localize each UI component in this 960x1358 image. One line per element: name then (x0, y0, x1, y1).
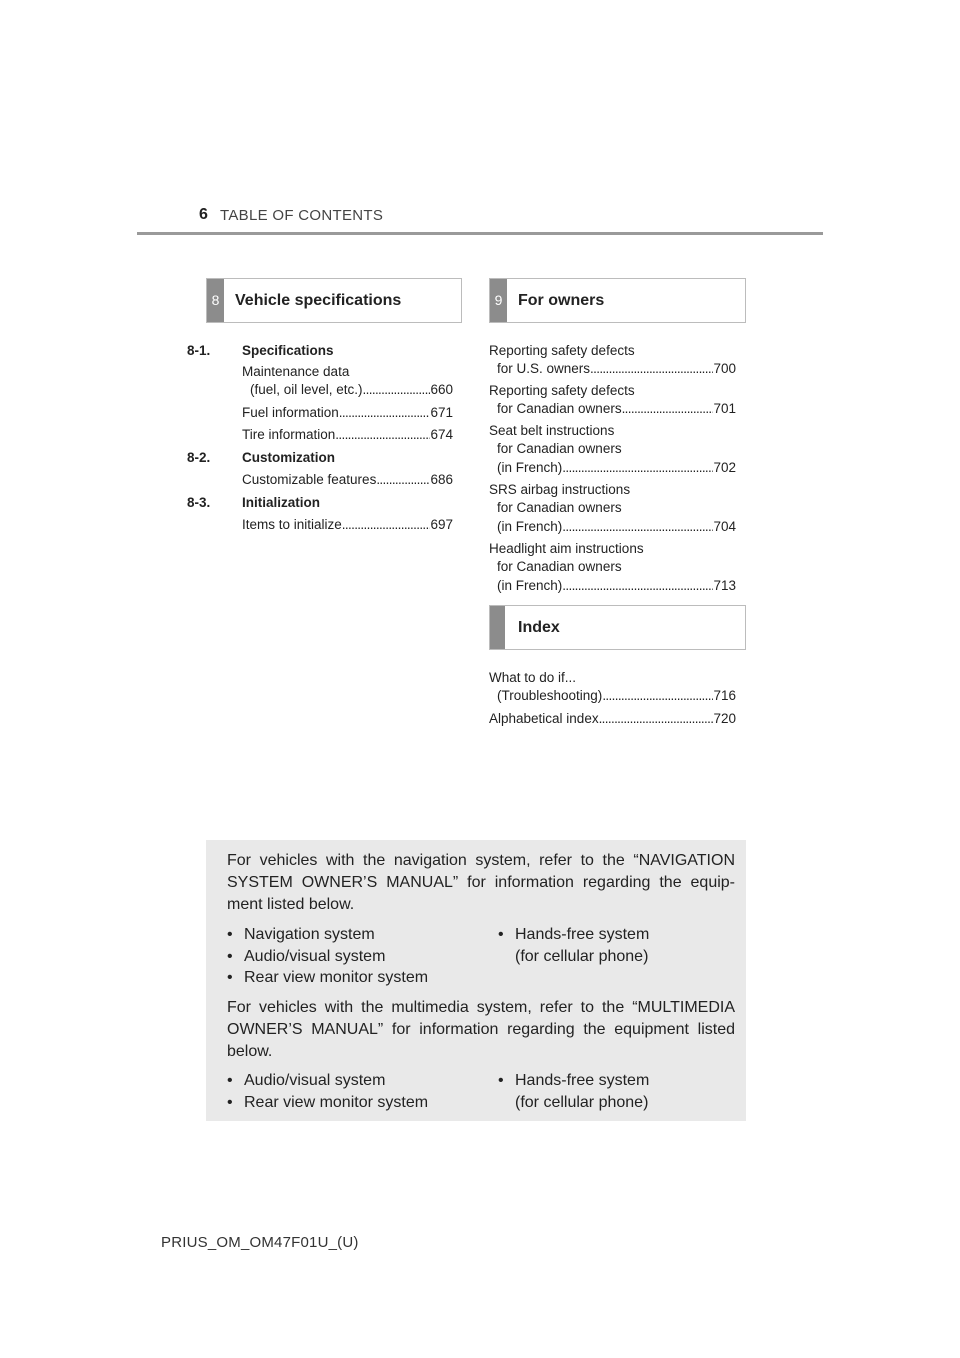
toc-group-heading: Initialization (242, 495, 321, 510)
toc-page-number: 701 (713, 401, 736, 416)
dot-leader (562, 518, 713, 536)
toc-entry-line: Maintenance data (242, 364, 350, 379)
dot-leader (339, 404, 431, 422)
toc-entry-headlight-aim-french[interactable] (497, 577, 736, 595)
index-tab-marker (490, 606, 505, 649)
toc-entry-line: Reporting safety defects (489, 343, 635, 358)
toc-page-number: 671 (430, 405, 453, 420)
toc-entry-text: Items to initialize (242, 517, 342, 532)
toc-entry-text: for Canadian owners (497, 401, 622, 416)
toc-entry-line: What to do if... (489, 670, 577, 685)
list-item-continuation: (for cellular phone) (515, 1094, 649, 1111)
toc-entry-items-to-initialize[interactable] (242, 516, 453, 534)
bullet-icon: • (498, 926, 504, 943)
toc-page-number: 702 (713, 460, 736, 475)
header-divider (137, 232, 823, 235)
dot-leader (363, 381, 431, 399)
toc-page-number: 704 (713, 519, 736, 534)
toc-group-number: 8-1. (187, 343, 211, 358)
toc-entry-text: Alphabetical index (489, 711, 599, 726)
toc-entry-text: (Troubleshooting) (497, 688, 603, 703)
section-8-title: Vehicle specifications (235, 292, 402, 309)
toc-group-8-1[interactable] (187, 342, 334, 360)
list-item-text: Hands-free system (515, 1072, 650, 1089)
list-item (227, 1092, 428, 1114)
list-item (498, 1070, 649, 1092)
toc-entry-text: Fuel information (242, 405, 339, 420)
bullet-icon: • (227, 948, 233, 965)
toc-entry-srs-airbag-french[interactable] (497, 518, 736, 536)
toc-entry-text: (in French) (497, 519, 563, 534)
toc-entry-line: for Canadian owners (497, 559, 622, 574)
toc-entry-text: (in French) (497, 460, 563, 475)
dot-leader (590, 360, 713, 378)
list-item-text: Audio/visual system (244, 1072, 386, 1089)
toc-group-8-2[interactable] (187, 449, 335, 467)
toc-entry-line: Headlight aim instructions (489, 541, 644, 556)
dot-leader (602, 687, 713, 705)
list-item-text: Rear view monitor system (244, 1094, 429, 1111)
dot-leader (622, 400, 714, 418)
section-9-title: For owners (518, 292, 605, 309)
list-item (227, 924, 375, 946)
list-item (227, 1070, 385, 1092)
toc-page-number: 686 (430, 472, 453, 487)
index-section-title: Index (518, 619, 560, 636)
toc-page-number: 697 (430, 517, 453, 532)
list-item-text: Hands-free system (515, 926, 650, 943)
toc-entry-fuel-information[interactable] (242, 404, 453, 422)
bullet-icon: • (498, 1072, 504, 1089)
toc-page-number: 700 (713, 361, 736, 376)
toc-entry-safety-defects-canada[interactable] (497, 400, 736, 418)
toc-group-number: 8-3. (187, 495, 211, 510)
section-8-number: 8 (207, 279, 224, 322)
toc-entry-line: for Canadian owners (497, 500, 622, 515)
toc-entry-customizable-features[interactable] (242, 471, 453, 489)
list-item (227, 946, 385, 968)
toc-entry-text: (fuel, oil level, etc.) (250, 382, 363, 397)
list-item-text: Rear view monitor system (244, 969, 429, 986)
toc-entry-line: Seat belt instructions (489, 423, 615, 438)
list-item-text: Navigation system (244, 926, 375, 943)
page-title: TABLE OF CONTENTS (220, 207, 384, 224)
info-paragraph-navigation: For vehicles with the navigation system, refer to the “NAVIGATION SYSTEM OWNER’S MANUAL” for information regarding the equip-ment listed below. (227, 852, 735, 913)
dot-leader (562, 459, 713, 477)
section-9-number: 9 (490, 279, 507, 322)
index-section-header[interactable] (489, 605, 746, 650)
toc-entry-line: for Canadian owners (497, 441, 622, 456)
dot-leader (562, 577, 713, 595)
info-paragraph-multimedia: For vehicles with the multimedia system, refer to the “MULTIMEDIA OWNER’S MANUAL” for information regarding the equipment listed below. (227, 999, 735, 1060)
bullet-icon: • (227, 969, 233, 986)
bullet-icon: • (227, 1094, 233, 1111)
dot-leader (376, 471, 430, 489)
toc-group-number: 8-2. (187, 450, 211, 465)
toc-entry-text: for U.S. owners (497, 361, 591, 376)
toc-entry-seat-belt-french[interactable] (497, 459, 736, 477)
toc-entry-text: Customizable features (242, 472, 377, 487)
dot-leader (335, 426, 430, 444)
toc-entry-line: SRS airbag instructions (489, 482, 631, 497)
list-item-text: Audio/visual system (244, 948, 386, 965)
toc-group-8-3[interactable] (187, 494, 320, 512)
toc-group-heading: Customization (242, 450, 335, 465)
toc-entry-safety-defects-us[interactable] (497, 360, 736, 378)
bullet-icon: • (227, 926, 233, 943)
info-box (206, 840, 746, 1121)
toc-entry-maintenance-data[interactable] (250, 381, 453, 399)
bullet-icon: • (227, 1072, 233, 1089)
list-item-continuation: (for cellular phone) (515, 948, 649, 965)
toc-entry-troubleshooting[interactable] (497, 687, 736, 705)
dot-leader (342, 516, 431, 534)
toc-entry-text: (in French) (497, 578, 563, 593)
section-9-header[interactable] (489, 278, 746, 323)
toc-page-number: 713 (713, 578, 736, 593)
section-8-header[interactable] (206, 278, 462, 323)
toc-page-number: 674 (430, 427, 453, 442)
page-number: 6 (199, 206, 208, 223)
list-item (498, 924, 649, 946)
toc-page-number: 716 (713, 688, 736, 703)
toc-page-number: 660 (430, 382, 453, 397)
toc-entry-alphabetical-index[interactable] (489, 710, 736, 728)
dot-leader (599, 710, 714, 728)
toc-group-heading: Specifications (242, 343, 334, 358)
toc-page-number: 720 (713, 711, 736, 726)
toc-entry-text: Tire information (242, 427, 336, 442)
toc-entry-tire-information[interactable] (242, 426, 453, 444)
footer-document-code: PRIUS_OM_OM47F01U_(U) (161, 1234, 359, 1251)
list-item (227, 967, 428, 989)
toc-entry-line: Reporting safety defects (489, 383, 635, 398)
